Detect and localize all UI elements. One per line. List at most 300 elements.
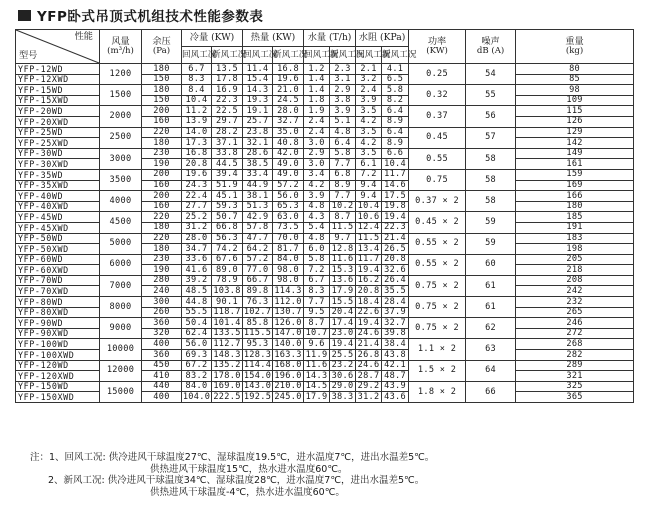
- cool-ret-cell: 17.3: [182, 138, 212, 149]
- weight-cell: 198: [516, 244, 634, 255]
- power-cell: 0.75 × 2: [409, 297, 466, 318]
- pressure-cell: 180: [142, 244, 182, 255]
- weight-unit: (kg): [565, 46, 584, 57]
- res-fresh-cell: 38.4: [382, 339, 409, 350]
- heat-ret-cell: 95.3: [243, 339, 273, 350]
- spec-table-body: [16, 64, 634, 403]
- res-ret-cell: 11.5: [356, 233, 382, 244]
- pressure-cell: 200: [142, 169, 182, 180]
- table-row: [16, 64, 634, 75]
- res-fresh-cell: 4.1: [382, 64, 409, 75]
- heat-fresh-cell: 56.0: [273, 191, 304, 202]
- heat-fresh-cell: 24.5: [273, 95, 304, 106]
- water-ret-cell: 3.4: [304, 169, 330, 180]
- weight-cell: 268: [516, 339, 634, 350]
- cool-ret-cell: 20.8: [182, 159, 212, 170]
- power-cell: 0.25: [409, 64, 466, 85]
- cool-fresh-cell: 101.4: [213, 317, 241, 328]
- airflow-cell: 1200: [100, 64, 142, 85]
- heat-ret-cell: 128.3: [243, 349, 272, 360]
- table-row: [16, 381, 634, 392]
- noise-cell: 58: [466, 148, 516, 169]
- noise-cell: 54: [466, 64, 516, 85]
- noise-cell: 66: [466, 381, 516, 402]
- pressure-cell: 400: [142, 339, 182, 350]
- cool-fresh-cell: 22.5: [212, 106, 243, 117]
- airflow-unit: (m³/h): [107, 46, 134, 57]
- heat-ret-cell: 85.8: [243, 318, 273, 329]
- pressure-cell: 150: [142, 74, 182, 85]
- heat-ret-cell: 47.7: [243, 233, 273, 244]
- res-ret-cell: 16.2: [356, 275, 382, 286]
- noise-cell: 61: [466, 297, 516, 318]
- heat-fresh-cell: 16.8: [273, 64, 304, 75]
- heat-fresh-cell: 73.5: [273, 222, 304, 233]
- table-row: [16, 127, 634, 138]
- note-1-label: 注：1、回风工况:: [30, 452, 106, 463]
- power-cell: 0.37 × 2: [409, 191, 466, 212]
- pressure-cell: 190: [142, 265, 182, 276]
- weight-cell: 115: [516, 106, 634, 117]
- weight-cell: 218: [516, 265, 634, 276]
- water-fresh-cell: 11.5: [330, 222, 356, 233]
- model-cell: YFP-50WD: [16, 233, 100, 244]
- weight-cell: 126: [516, 116, 634, 127]
- note-1-line-2: 供热进风干球温度15℃，热水进水温度60℃。: [150, 463, 348, 475]
- cool-fresh-cell: 59.3: [212, 201, 243, 212]
- power-cell: 0.55 × 2: [409, 254, 466, 275]
- noise-cell: 57: [466, 127, 516, 148]
- water-flow-fresh-header: 新风工况: [330, 47, 356, 64]
- cool-fresh-cell: 29.7: [212, 116, 243, 127]
- heat-ret-cell: 44.9: [243, 180, 273, 191]
- airflow-cell: 10000: [100, 339, 142, 360]
- cool-fresh-cell: 90.1: [212, 297, 243, 308]
- water-fresh-cell: 3.1: [330, 74, 356, 85]
- res-ret-cell: 26.8: [356, 350, 382, 361]
- pressure-cell: 360: [142, 318, 182, 329]
- cool-ret-cell: 16.8: [182, 148, 212, 159]
- res-fresh-cell: 17.5: [382, 191, 409, 202]
- notes: [30, 452, 434, 498]
- res-ret-cell: 18.4: [356, 297, 382, 308]
- pressure-cell: 260: [142, 307, 182, 318]
- power-cell: 1.5 × 2: [409, 360, 466, 381]
- note-2-line-1: [30, 475, 434, 487]
- water-fresh-cell: 17.4: [330, 318, 356, 329]
- weight-cell: 142: [516, 138, 634, 149]
- water-ret-cell: 1.8: [304, 95, 330, 106]
- water-ret-cell: 1.4: [304, 85, 330, 96]
- water-ret-cell: 7.7: [304, 297, 330, 308]
- heat-ret-cell: 14.3: [243, 85, 273, 96]
- pressure-cell: 360: [142, 350, 182, 361]
- model-cell: YFP-150WD: [16, 381, 100, 392]
- cool-fresh-cell: 135.2: [213, 360, 241, 371]
- pressure-cell: 230: [142, 148, 182, 159]
- cooling-header: 冷量 (KW): [182, 30, 243, 47]
- pressure-cell: 160: [142, 201, 182, 212]
- heat-fresh-cell: 65.3: [273, 201, 304, 212]
- model-cell: YFP-45XWD: [16, 222, 100, 233]
- heat-fresh-cell: 19.6: [273, 74, 304, 85]
- heat-fresh-cell: 70.0: [273, 233, 304, 244]
- weight-cell: 325: [516, 381, 634, 392]
- weight-cell: 166: [516, 191, 634, 202]
- weight-cell: 246: [516, 318, 634, 329]
- weight-cell: 85: [516, 74, 634, 85]
- cool-ret-cell: 11.2: [182, 106, 212, 117]
- heat-ret-cell: 143.0: [243, 381, 272, 392]
- res-ret-cell: 2.4: [356, 85, 382, 96]
- cool-fresh-cell: 66.8: [212, 222, 243, 233]
- water-ret-cell: 5.4: [304, 222, 330, 233]
- res-ret-cell: 20.8: [356, 286, 382, 297]
- res-ret-cell: 4.2: [356, 138, 382, 149]
- res-fresh-cell: 28.4: [382, 297, 409, 308]
- res-ret-cell: 6.1: [356, 159, 382, 170]
- res-fresh-cell: 32.6: [382, 265, 409, 276]
- model-cell: YFP-100XWD: [16, 350, 100, 361]
- heat-ret-cell: 25.7: [243, 116, 273, 127]
- heat-ret-cell: 192.5: [243, 391, 272, 402]
- model-cell: YFP-20WD: [16, 106, 100, 117]
- pressure-cell: 440: [142, 381, 182, 392]
- weight-label: 重量: [565, 36, 584, 48]
- model-cell: YFP-70WD: [16, 275, 100, 286]
- cool-fresh-cell: 37.1: [212, 138, 243, 149]
- water-ret-cell: 8.7: [304, 318, 330, 329]
- cooling-return-header: 回风工况: [182, 47, 212, 64]
- water-fresh-cell: 6.8: [330, 169, 356, 180]
- airflow-cell: 3500: [100, 169, 142, 190]
- water-fresh-cell: 8.7: [330, 212, 356, 223]
- heat-ret-cell: 19.3: [243, 95, 273, 106]
- cool-ret-cell: 83.2: [182, 371, 212, 382]
- res-ret-cell: 11.7: [356, 254, 382, 265]
- water-fresh-cell: 8.9: [330, 180, 356, 191]
- water-fresh-cell: 17.9: [330, 286, 356, 297]
- res-fresh-cell: 20.8: [382, 254, 409, 265]
- noise-cell: 59: [466, 212, 516, 233]
- water-fresh-cell: 23.0: [330, 328, 356, 339]
- water-ret-cell: 4.8: [304, 233, 330, 244]
- weight-cell: 183: [516, 233, 634, 244]
- water-ret-cell: 8.3: [304, 286, 330, 297]
- weight-cell: 272: [516, 328, 634, 339]
- res-fresh-cell: 19.4: [382, 212, 409, 223]
- res-fresh-cell: 6.5: [382, 74, 409, 85]
- airflow-cell: 3000: [100, 148, 142, 169]
- cool-ret-cell: 6.7: [182, 64, 212, 75]
- heat-fresh-cell: 98.0: [273, 275, 304, 286]
- model-cell: YFP-120XWD: [16, 371, 100, 382]
- model-cell: YFP-25WD: [16, 127, 100, 138]
- heat-fresh-cell: 245.0: [274, 391, 302, 402]
- model-cell: YFP-60XWD: [16, 265, 100, 276]
- model-cell: YFP-80XWD: [16, 307, 100, 318]
- cool-fresh-cell: 118.7: [213, 307, 241, 318]
- pressure-cell: 400: [142, 392, 182, 403]
- res-ret-cell: 28.7: [356, 371, 382, 382]
- cool-fresh-cell: 28.2: [212, 127, 243, 138]
- res-fresh-cell: 14.6: [382, 180, 409, 191]
- pressure-cell: 180: [142, 222, 182, 233]
- weight-header: [516, 30, 634, 64]
- model-cell: YFP-90XWD: [16, 328, 100, 339]
- heat-fresh-cell: 32.7: [273, 116, 304, 127]
- water-ret-cell: 17.9: [304, 392, 330, 403]
- res-fresh-cell: 26.5: [382, 244, 409, 255]
- power-label: 功率: [427, 36, 447, 48]
- water-ret-cell: 9.5: [304, 307, 330, 318]
- res-ret-cell: 7.2: [356, 169, 382, 180]
- water-ret-cell: 2.4: [304, 116, 330, 127]
- res-fresh-cell: 6.4: [382, 106, 409, 117]
- cool-fresh-cell: 17.8: [212, 74, 243, 85]
- res-ret-cell: 24.6: [356, 328, 382, 339]
- res-fresh-cell: 22.3: [382, 222, 409, 233]
- weight-cell: 232: [516, 297, 634, 308]
- water-ret-cell: 1.2: [304, 64, 330, 75]
- model-cell: YFP-12XWD: [16, 74, 100, 85]
- cool-ret-cell: 27.7: [182, 201, 212, 212]
- res-fresh-cell: 26.4: [382, 275, 409, 286]
- heat-fresh-cell: 130.7: [274, 307, 302, 318]
- noise-cell: 60: [466, 254, 516, 275]
- cool-fresh-cell: 16.9: [212, 85, 243, 96]
- res-ret-cell: 3.5: [356, 127, 382, 138]
- water-flow-return-header: 回风工况: [304, 47, 330, 64]
- weight-cell: 185: [516, 212, 634, 223]
- heating-return-header: 回风工况: [243, 47, 273, 64]
- cool-ret-cell: 14.0: [182, 127, 212, 138]
- header-corner-cell: [16, 30, 100, 64]
- table-row: [16, 275, 634, 286]
- header-row-1: [16, 30, 634, 47]
- pressure-cell: 220: [142, 233, 182, 244]
- cool-fresh-cell: 51.9: [212, 180, 243, 191]
- heating-header: 热量 (KW): [243, 30, 304, 47]
- weight-cell: 80: [516, 64, 634, 75]
- heat-fresh-cell: 126.0: [274, 317, 302, 328]
- heat-ret-cell: 28.6: [243, 148, 273, 159]
- heat-fresh-cell: 40.8: [273, 138, 304, 149]
- water-fresh-cell: 5.1: [330, 116, 356, 127]
- res-fresh-cell: 48.7: [382, 371, 409, 382]
- cool-fresh-cell: 112.7: [213, 338, 241, 349]
- pressure-cell: 300: [142, 297, 182, 308]
- water-fresh-cell: 25.5: [330, 350, 356, 361]
- power-cell: 0.75 × 2: [409, 275, 466, 296]
- heat-ret-cell: 76.3: [243, 297, 273, 308]
- res-fresh-cell: 11.7: [382, 169, 409, 180]
- water-ret-cell: 5.8: [304, 254, 330, 265]
- model-cell: YFP-100WD: [16, 339, 100, 350]
- cool-ret-cell: 13.9: [182, 116, 212, 127]
- corner-top-label: 性能: [74, 31, 93, 42]
- spec-table: [15, 29, 634, 403]
- table-row: [16, 169, 634, 180]
- heat-ret-cell: 32.1: [243, 138, 273, 149]
- note-2-line-2: 供热进风干球温度-4℃，热水进水温度60℃。: [150, 486, 345, 498]
- res-fresh-cell: 8.2: [382, 95, 409, 106]
- pressure-cell: 200: [142, 191, 182, 202]
- power-cell: 1.8 × 2: [409, 381, 466, 402]
- model-cell: YFP-25XWD: [16, 138, 100, 149]
- cool-ret-cell: 34.7: [182, 244, 212, 255]
- heat-fresh-cell: 49.0: [273, 169, 304, 180]
- heat-ret-cell: 77.0: [243, 265, 273, 276]
- cool-fresh-cell: 13.5: [212, 64, 243, 75]
- airflow-cell: 7000: [100, 275, 142, 296]
- res-ret-cell: 12.4: [356, 222, 382, 233]
- heat-fresh-cell: 81.7: [273, 244, 304, 255]
- model-cell: YFP-70XWD: [16, 286, 100, 297]
- water-res-fresh-header: 新风工况: [382, 47, 409, 64]
- cool-ret-cell: 44.8: [182, 297, 212, 308]
- table-row: [16, 212, 634, 223]
- water-fresh-cell: 3.8: [330, 95, 356, 106]
- weight-cell: 289: [516, 360, 634, 371]
- airflow-label: 风量: [111, 36, 130, 48]
- weight-cell: 365: [516, 392, 634, 403]
- water-fresh-cell: 29.0: [330, 381, 356, 392]
- heat-fresh-cell: 163.3: [274, 349, 302, 360]
- model-cell: YFP-30WD: [16, 148, 100, 159]
- model-cell: YFP-15XWD: [16, 95, 100, 106]
- airflow-cell: 2000: [100, 106, 142, 127]
- heat-ret-cell: 38.5: [243, 159, 273, 170]
- water-fresh-cell: 11.6: [330, 254, 356, 265]
- cool-fresh-cell: 67.6: [212, 254, 243, 265]
- heat-fresh-cell: 98.0: [273, 265, 304, 276]
- noise-cell: 59: [466, 233, 516, 254]
- cooling-fresh-header: 新风工况: [212, 47, 243, 64]
- power-cell: 0.75: [409, 169, 466, 190]
- cool-fresh-cell: 222.5: [213, 391, 241, 402]
- water-ret-cell: 6.7: [304, 275, 330, 286]
- water-ret-cell: 4.2: [304, 180, 330, 191]
- cool-fresh-cell: 89.0: [212, 265, 243, 276]
- heat-fresh-cell: 28.0: [273, 106, 304, 117]
- water-fresh-cell: 20.4: [330, 307, 356, 318]
- weight-cell: 169: [516, 180, 634, 191]
- water-ret-cell: 7.2: [304, 265, 330, 276]
- pressure-cell: 190: [142, 159, 182, 170]
- airflow-cell: 1500: [100, 85, 142, 106]
- res-ret-cell: 3.5: [356, 148, 382, 159]
- water-fresh-cell: 3.9: [330, 106, 356, 117]
- noise-cell: 63: [466, 339, 516, 360]
- weight-cell: 282: [516, 350, 634, 361]
- pressure-cell: 450: [142, 360, 182, 371]
- res-ret-cell: 19.4: [356, 318, 382, 329]
- cool-fresh-cell: 178.0: [213, 370, 241, 381]
- noise-cell: 58: [466, 169, 516, 190]
- model-cell: YFP-35WD: [16, 169, 100, 180]
- weight-cell: 98: [516, 85, 634, 96]
- pressure-cell: 220: [142, 127, 182, 138]
- pressure-unit: (Pa): [152, 46, 171, 57]
- res-fresh-cell: 43.8: [382, 350, 409, 361]
- model-cell: YFP-20XWD: [16, 116, 100, 127]
- water-ret-cell: 3.0: [304, 138, 330, 149]
- note-1-text-1: 供冷进风干球温度27℃、湿球温度19.5℃，进水温度7℃，进出水温差5℃。: [108, 452, 435, 463]
- noise-cell: 61: [466, 275, 516, 296]
- model-cell: YFP-35XWD: [16, 180, 100, 191]
- cool-fresh-cell: 133.5: [213, 328, 241, 339]
- res-ret-cell: 19.4: [356, 265, 382, 276]
- cool-ret-cell: 39.2: [182, 275, 212, 286]
- water-fresh-cell: 4.8: [330, 127, 356, 138]
- cool-ret-cell: 28.0: [182, 233, 212, 244]
- res-fresh-cell: 43.9: [382, 381, 409, 392]
- weight-cell: 129: [516, 127, 634, 138]
- heat-fresh-cell: 42.0: [273, 148, 304, 159]
- airflow-header: [100, 30, 142, 64]
- water-fresh-cell: 13.6: [330, 275, 356, 286]
- heat-fresh-cell: 49.0: [273, 159, 304, 170]
- model-cell: YFP-15WD: [16, 85, 100, 96]
- cool-fresh-cell: 169.0: [213, 381, 241, 392]
- res-fresh-cell: 6.4: [382, 127, 409, 138]
- water-fresh-cell: 38.3: [330, 392, 356, 403]
- model-cell: YFP-40XWD: [16, 201, 100, 212]
- model-cell: YFP-120WD: [16, 360, 100, 371]
- water-ret-cell: 4.3: [304, 212, 330, 223]
- water-fresh-cell: 15.5: [330, 297, 356, 308]
- cool-ret-cell: 22.4: [182, 191, 212, 202]
- heat-ret-cell: 11.4: [243, 64, 273, 75]
- noise-unit: dB (A): [476, 46, 505, 57]
- res-ret-cell: 13.4: [356, 244, 382, 255]
- noise-header: [466, 30, 516, 64]
- pressure-cell: 180: [142, 138, 182, 149]
- heat-ret-cell: 23.8: [243, 127, 273, 138]
- water-fresh-cell: 12.8: [330, 244, 356, 255]
- water-ret-cell: 14.5: [304, 381, 330, 392]
- heat-fresh-cell: 57.2: [273, 180, 304, 191]
- water-ret-cell: 1.4: [304, 74, 330, 85]
- heat-fresh-cell: 114.3: [274, 285, 302, 296]
- water-fresh-cell: 7.7: [330, 191, 356, 202]
- model-cell: YFP-90WD: [16, 318, 100, 329]
- model-cell: YFP-50XWD: [16, 244, 100, 255]
- water-fresh-cell: 7.7: [330, 159, 356, 170]
- cool-ret-cell: 55.5: [182, 307, 212, 318]
- noise-cell: 58: [466, 191, 516, 212]
- res-ret-cell: 3.5: [356, 106, 382, 117]
- heat-ret-cell: 38.1: [243, 191, 273, 202]
- power-unit: (KW): [426, 46, 448, 57]
- noise-cell: 56: [466, 106, 516, 127]
- res-fresh-cell: 43.6: [382, 392, 409, 403]
- heat-ret-cell: 102.7: [243, 307, 272, 318]
- cool-ret-cell: 48.5: [182, 286, 212, 297]
- weight-cell: 208: [516, 275, 634, 286]
- pressure-cell: 280: [142, 275, 182, 286]
- water-ret-cell: 2.4: [304, 127, 330, 138]
- pressure-cell: 180: [142, 64, 182, 75]
- pressure-cell: 410: [142, 371, 182, 382]
- water-ret-cell: 3.9: [304, 191, 330, 202]
- cool-fresh-cell: 45.1: [212, 191, 243, 202]
- water-ret-cell: 1.9: [304, 106, 330, 117]
- cool-ret-cell: 104.0: [182, 391, 211, 402]
- cool-fresh-cell: 103.8: [213, 285, 241, 296]
- power-cell: 0.45: [409, 127, 466, 148]
